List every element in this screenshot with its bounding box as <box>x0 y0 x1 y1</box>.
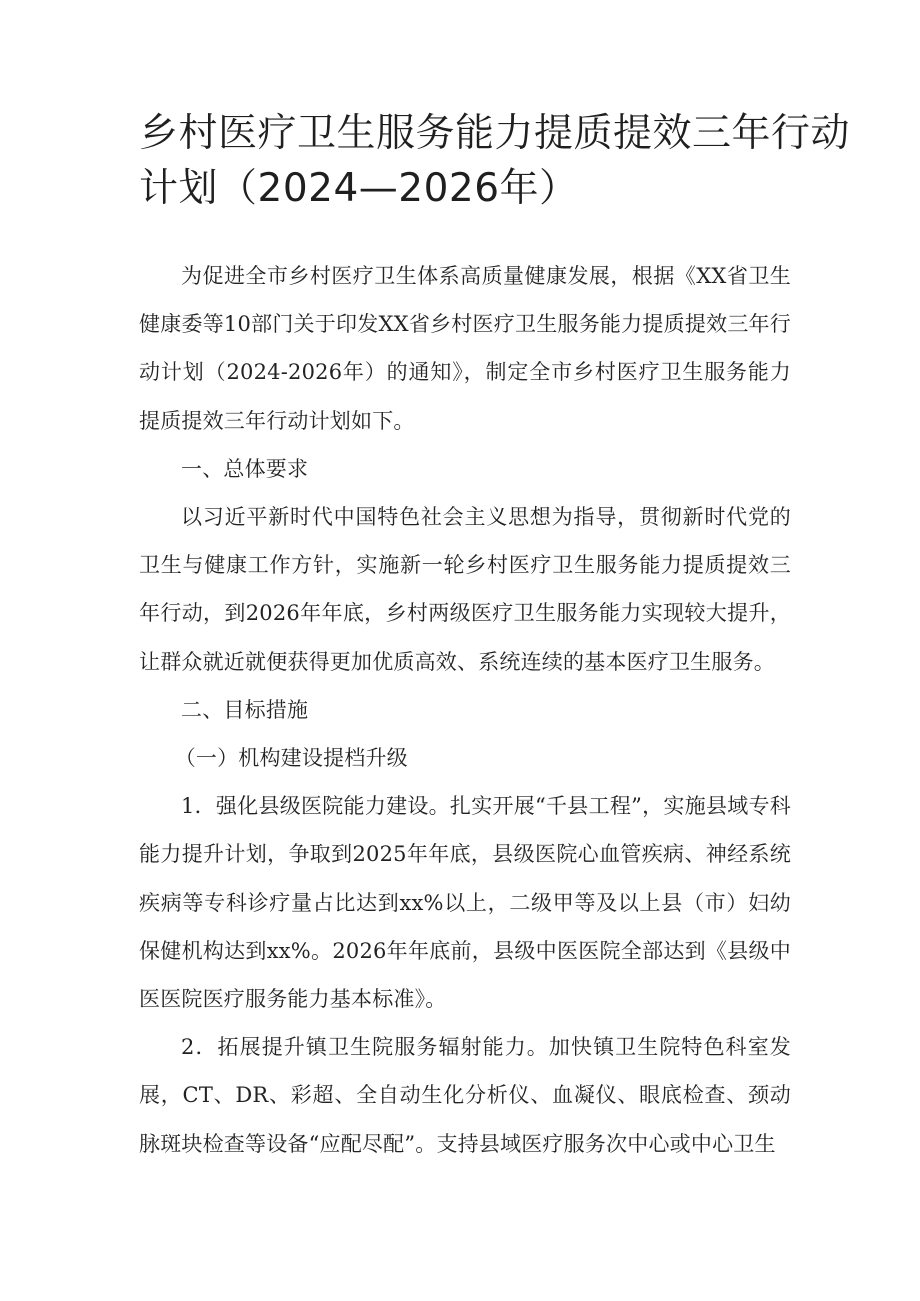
subsection-1-heading: （一）机构建设提档升级 <box>174 746 408 771</box>
section-1-heading: 一、总体要求 <box>181 456 309 481</box>
item-2-paragraph: 2．拓展提升镇卫生院服务辐射能力。加快镇卫生院特色科室发展，CT、DR、彩超、全自动生化分析仪、血凝仪、眼底检查、颈动脉斑块检查等设备“应配尽配”。支持县域医疗服务次中心或中心卫生 <box>139 1035 791 1156</box>
document-body <box>139 252 791 1168</box>
section-1-paragraph: 以习近平新时代中国特色社会主义思想为指导，贯彻新时代党的卫生与健康工作方针，实施新一轮乡村医疗卫生服务能力提质提效三年行动，到2026年年底，乡村两级医疗卫生服务能力实现较大提升，让群众就近就便获得更加优质高效、系统连续的基本医疗卫生服务。 <box>139 505 791 674</box>
document-title <box>139 106 851 216</box>
document-title-line-1: 乡村医疗卫生服务能力提质提效三年行动 <box>139 111 851 156</box>
intro-paragraph: 为促进全市乡村医疗卫生体系高质量健康发展，根据《XX省卫生健康委等10部门关于印发XX省乡村医疗卫生服务能力提质提效三年行动计划（2024-2026年）的通知》，制定全市乡村医疗卫生服务能力提质提效三年行动计划如下。 <box>139 264 791 433</box>
document-title-line-2: 计划（2024—2026年） <box>139 166 579 211</box>
item-1-paragraph: 1．强化县级医院能力建设。扎实开展“千县工程”，实施县域专科能力提升计划，争取到2025年年底，县级医院心血管疾病、神经系统疾病等专科诊疗量占比达到xx%以上，二级甲等及以上县（市）妇幼保健机构达到xx%。2026年年底前，县级中医医院全部达到《县级中医医院医疗服务能力基本标准》。 <box>139 794 791 1012</box>
section-2-heading: 二、目标措施 <box>181 697 309 722</box>
